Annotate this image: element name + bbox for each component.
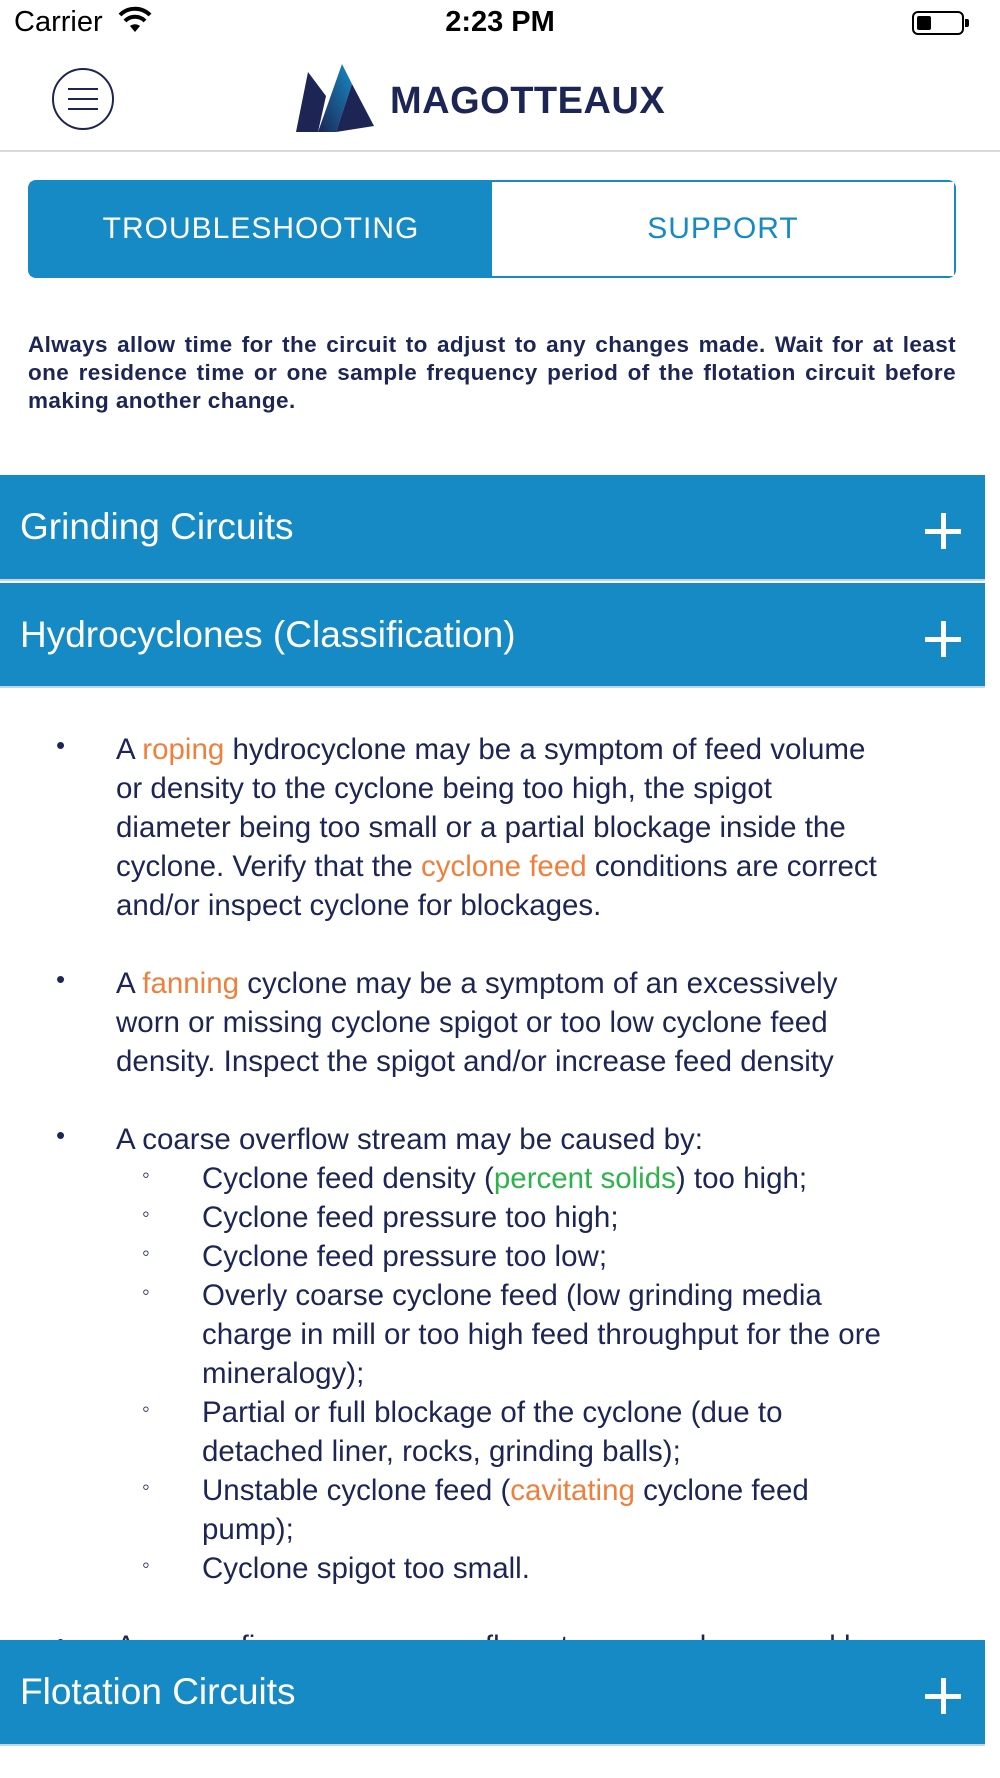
status-bar [0,0,1000,50]
link-roping[interactable]: roping [142,733,225,766]
bullet: • [56,1120,66,1150]
text-line: Overly coarse cyclone feed (low grinding media [202,1279,822,1312]
link-fanning[interactable]: fanning [142,967,240,1000]
text-line: Cyclone feed pressure too low; [202,1240,608,1273]
text-line: Partial or full blockage of the cyclone (due to [202,1396,783,1429]
plus-icon [925,513,961,549]
sub-bullet: ◦ [142,1396,150,1421]
link-cavitating[interactable]: cavitating [510,1474,635,1507]
text-line: A coarse overflow stream may be caused by: [116,1123,703,1156]
section-flotation-circuits[interactable] [0,1640,985,1746]
sub-bullet: ◦ [142,1552,150,1577]
link-cyclone-feed[interactable]: cyclone feed [421,850,587,883]
bullet: • [56,964,66,994]
segmented-control [28,180,956,278]
tab-support[interactable]: SUPPORT [492,182,954,276]
text-line: pump); [202,1513,294,1546]
hamburger-menu-icon[interactable] [52,68,114,130]
carrier-label: Carrier [14,6,103,38]
section-title: Flotation Circuits [20,1671,296,1712]
tab-troubleshooting[interactable]: TROUBLESHOOTING [30,182,492,276]
text-line: cyclone. Verify that the cyclone feed conditions are correct [116,850,877,883]
clock: 2:23 PM [445,6,555,38]
link-percent-solids[interactable]: percent solids [493,1162,676,1195]
section-title: Grinding Circuits [20,506,294,547]
section-hydrocyclones[interactable] [0,583,985,688]
plus-icon [925,1678,961,1714]
nav-bar [0,50,1000,152]
text-line: and/or inspect cyclone for blockages. [116,889,602,922]
text-line: A roping hydrocyclone may be a symptom of feed volume [116,733,866,766]
sub-bullet: ◦ [142,1240,150,1265]
text-line: A fanning cyclone may be a symptom of an excessively [116,967,838,1000]
logo-mark-icon [296,64,382,132]
text-line: or density to the cyclone being too high, the spigot [116,772,772,805]
text-line: Cyclone spigot too small. [202,1552,530,1585]
hydrocyclones-content [0,690,985,1640]
bullet: • [56,730,66,760]
sub-bullet: ◦ [142,1279,150,1304]
sub-bullet: ◦ [142,1162,150,1187]
text-line: worn or missing cyclone spigot or too low cyclone feed [116,1006,828,1039]
logo-text: MAGOTTEAUX [390,80,666,122]
text-line: Cyclone feed pressure too high; [202,1201,619,1234]
text-line: Cyclone feed density (percent solids) too high; [202,1162,808,1195]
text-line: detached liner, rocks, grinding balls); [202,1435,681,1468]
text-line: density. Inspect the spigot and/or increase feed density [116,1045,834,1078]
battery-icon [912,11,964,35]
plus-icon [925,621,961,657]
text-line: mineralogy); [202,1357,365,1390]
sub-bullet: ◦ [142,1201,150,1226]
text-line: diameter being too small or a partial blockage inside the [116,811,846,844]
text-line: charge in mill or too high feed throughput for the ore [202,1318,881,1351]
notice-text: Always allow time for the circuit to adjust to any changes made. Wait for at least one residence time or one sample frequency period of the flotation circuit before making another change. [28,332,956,413]
text-line: Unstable cyclone feed (cavitating cyclone feed [202,1474,809,1507]
sub-bullet: ◦ [142,1474,150,1499]
section-grinding-circuits[interactable] [0,475,985,581]
section-title: Hydrocyclones (Classification) [20,613,516,655]
